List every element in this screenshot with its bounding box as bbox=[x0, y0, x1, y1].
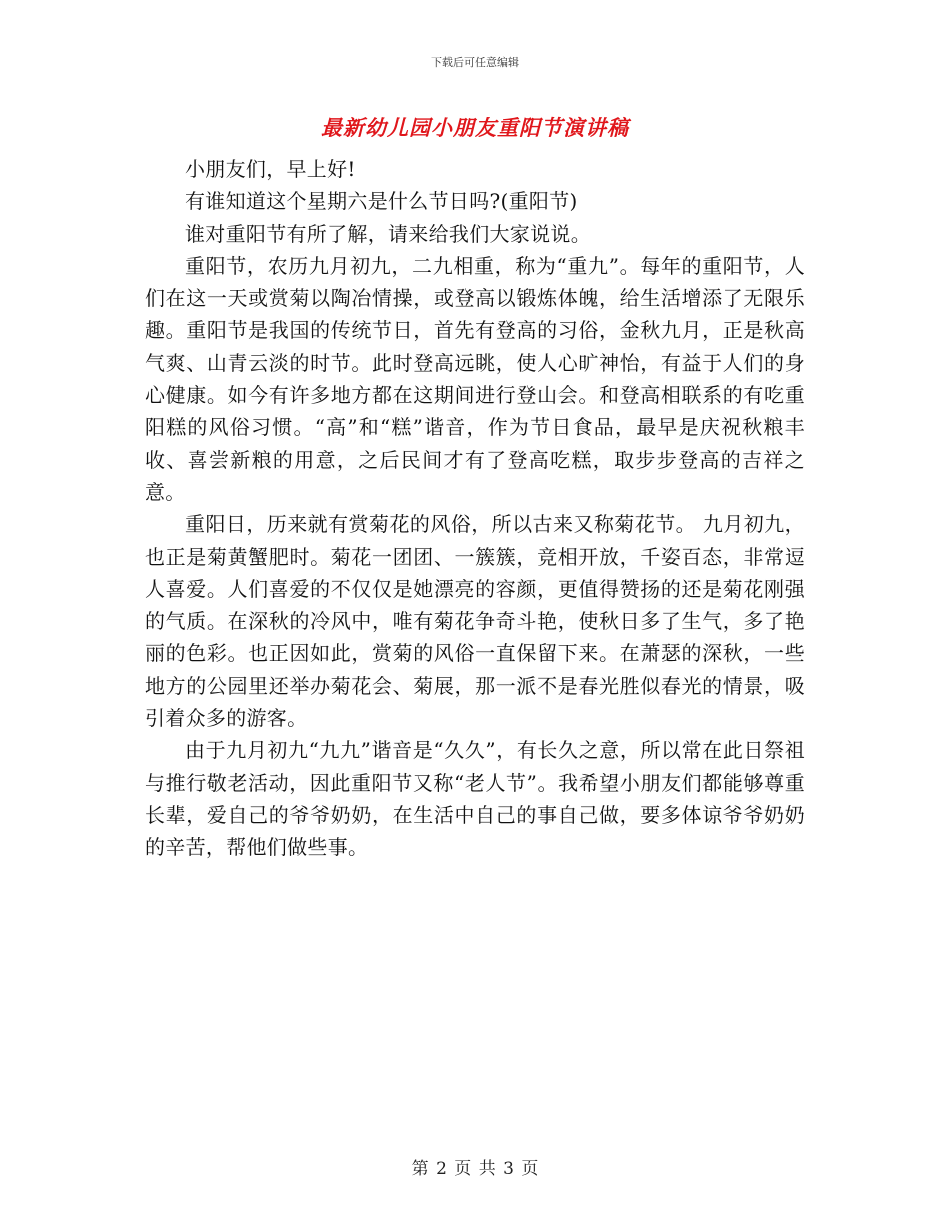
page-number: 第 2 页 共 3 页 bbox=[411, 1159, 539, 1179]
paragraph-chrysanthemum: 重阳日，历来就有赏菊花的风俗，所以古来又称菊花节。 九月初九，也正是菊黄蟹肥时。菊花一团团、一簇簇，竞相开放，千姿百态，非常逗人喜爱。人们喜爱的不仅仅是她漂亮的容颜，更值得赞扬的还是菊花刚强的气质。在深秋的冷风中，唯有菊花争奇斗艳，使秋日多了生气，多了艳丽的色彩。也正因如此，赏菊的风俗一直保留下来。在萧瑟的深秋，一些地方的公园里还举办菊花会、菊展，那一派不是春光胜似春光的情景，吸引着众多的游客。 bbox=[145, 512, 805, 731]
document-body bbox=[145, 153, 805, 864]
paragraph-greeting: 小朋友们，早上好! bbox=[185, 157, 356, 181]
paragraph-origin: 重阳节，农历九月初九，二九相重，称为“重九”。每年的重阳节，人们在这一天或赏菊以陶冶情操，或登高以锻炼体魄，给生活增添了无限乐趣。重阳节是我国的传统节日，首先有登高的习俗，金秋九月，正是秋高气爽、山青云淡的时节。此时登高远眺，使人心旷神怡，有益于人们的身心健康。如今有许多地方都在这期间进行登山会。和登高相联系的有吃重阳糕的风俗习惯。“高”和“糕”谐音，作为节日食品，最早是庆祝秋粮丰收、喜尝新粮的用意，之后民间才有了登高吃糕，取步步登高的吉祥之意。 bbox=[145, 253, 805, 504]
header-note: 下载后可任意编辑 bbox=[431, 56, 519, 69]
document-title: 最新幼儿园小朋友重阳节演讲稿 bbox=[321, 116, 629, 140]
paragraph-invitation: 谁对重阳节有所了解，请来给我们大家说说。 bbox=[185, 221, 591, 246]
paragraph-question: 有谁知道这个星期六是什么节日吗?(重阳节) bbox=[185, 189, 578, 214]
paragraph-elders: 由于九月初九“九九”谐音是“久久”，有长久之意，所以常在此日祭祖与推行敬老活动，因此重阳节又称“老人节”。我希望小朋友们都能够尊重长辈，爱自己的爷爷奶奶，在生活中自己的事自己做，要多体谅爷爷奶奶的辛苦，帮他们做些事。 bbox=[145, 738, 805, 860]
